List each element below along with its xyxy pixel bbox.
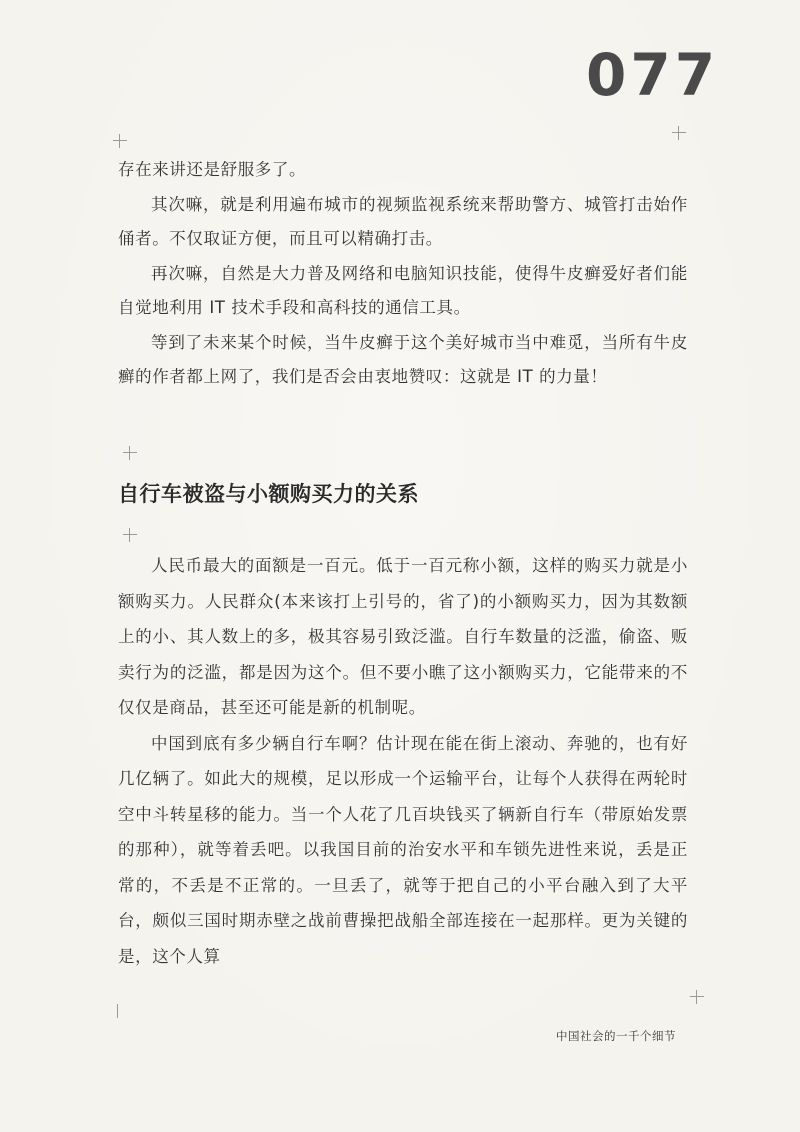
paragraph: 人民币最大的面额是一百元。低于一百元称小额，这样的购买力就是小额购买力。人民群众(本来该打上引号的，省了)的小额购买力，因为其数额上的小、其人数上的多，极其容易引致泛滥。自行车数量的泛滥，偷盗、贩卖行为的泛滥，都是因为这个。但不要小瞧了这小额购买力，它能带来的不仅仅是商品，甚至还可能是新的机制呢。 [118,556,688,717]
paragraph: 存在来讲还是舒服多了。 [118,160,307,179]
page-number: 077 [586,41,720,109]
running-footer: 中国社会的一千个细节 [556,1029,676,1043]
crop-mark-icon [690,990,704,1004]
section-title: 自行车被盗与小额购买力的关系 [118,482,419,506]
margin-tick [117,1004,118,1018]
paragraph: 等到了未来某个时候，当牛皮癣于这个美好城市当中难觅，当所有牛皮癣的作者都上网了，我们是否会由衷地赞叹：这就是 IT 的力量！ [118,332,688,386]
crop-mark-icon [672,126,686,140]
paragraph: 其次嘛，就是利用遍布城市的视频监视系统来帮助警方、城管打击始作俑者。不仅取证方便，而且可以精确打击。 [118,194,688,248]
paragraph: 中国到底有多少辆自行车啊？估计现在能在街上滚动、奔驰的，也有好几亿辆了。如此大的规模，足以形成一个运输平台，让每个人获得在两轮时空中斗转星移的能力。当一个人花了几百块钱买了辆新自行车（带原始发票的那种），就等着丢吧。以我国目前的治安水平和车锁先进性来说，丢是正常的，不丢是不正常的。一旦丢了，就等于把自己的小平台融入到了大平台，颇似三国时期赤壁之战前曹操把战船全部连接在一起那样。更为关键的是，这个人算 [118,733,688,966]
top-text-block [118,153,688,395]
section-text-block [118,548,688,974]
crop-mark-icon [123,446,137,460]
crop-mark-icon [123,528,137,542]
crop-mark-icon [113,134,127,148]
paragraph: 再次嘛，自然是大力普及网络和电脑知识技能，使得牛皮癣爱好者们能自觉地利用 IT 技术手段和高科技的通信工具。 [118,263,688,317]
